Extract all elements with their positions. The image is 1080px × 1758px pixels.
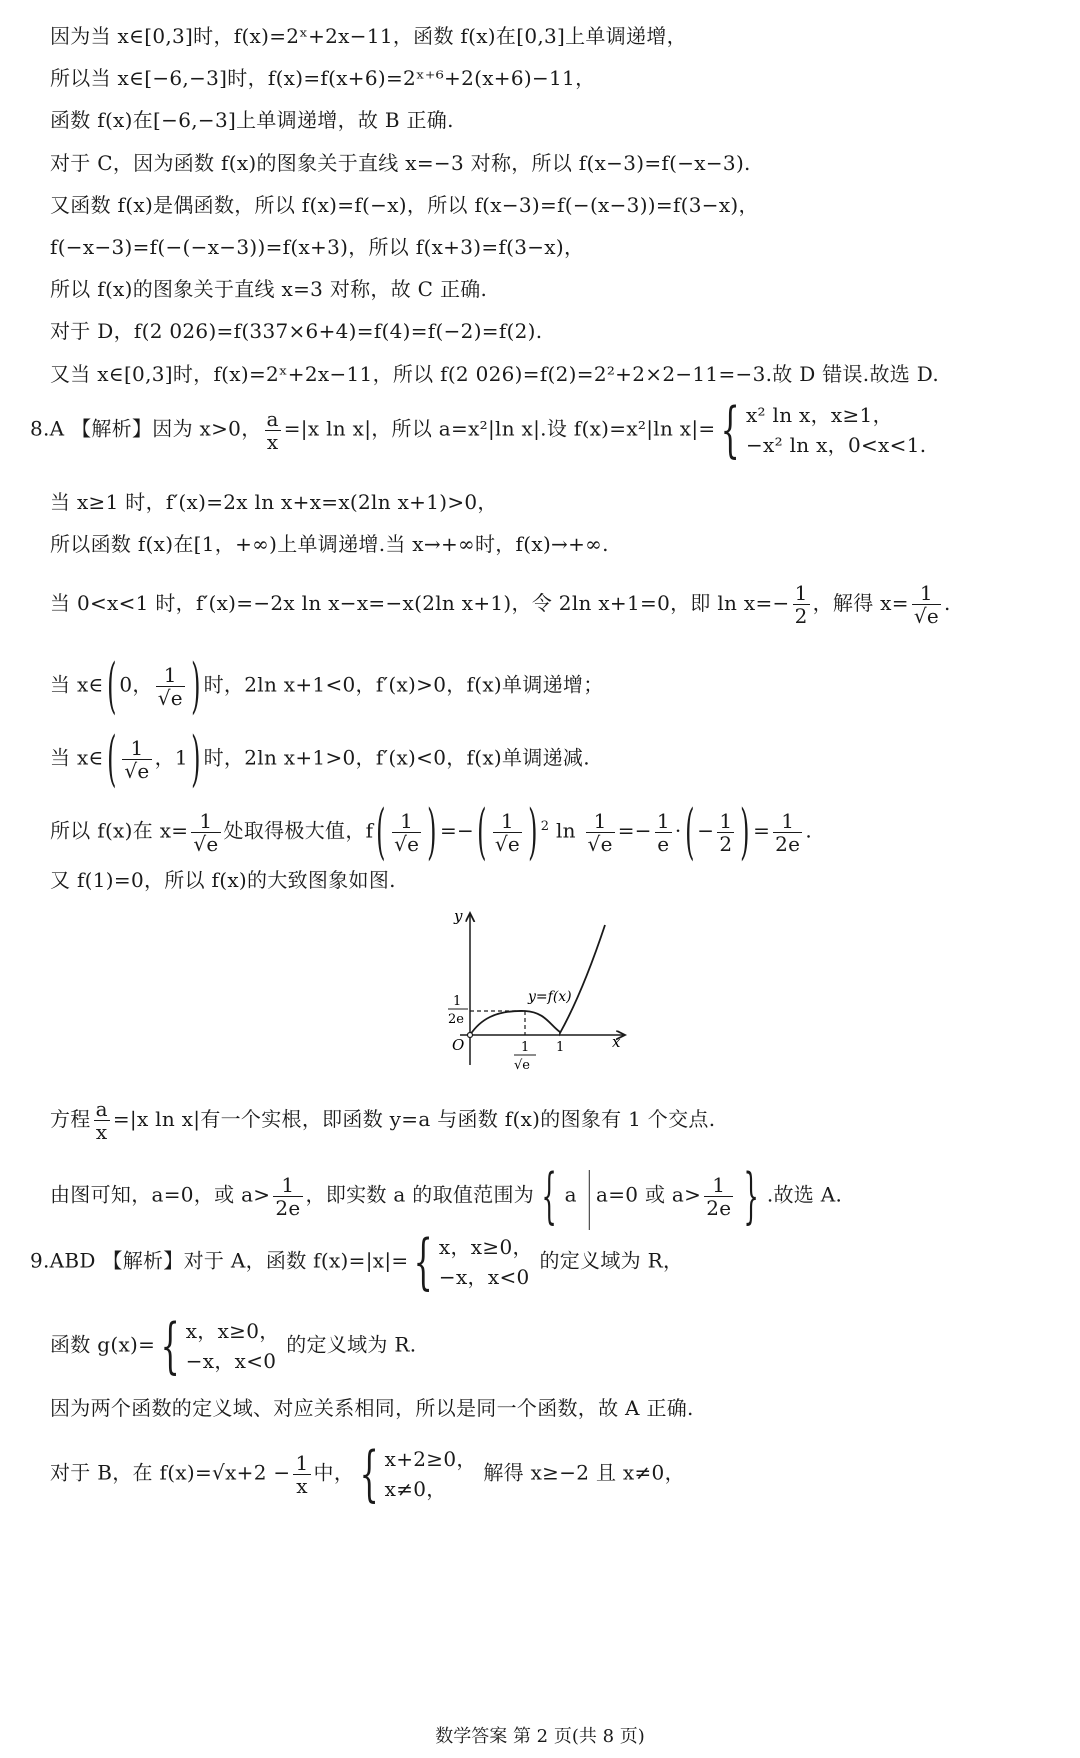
y-tick-num: 1 bbox=[453, 994, 462, 1009]
text-line: 所以函数 f(x)在[1，+∞)上单调递增.当 x→+∞时，f(x)→+∞. bbox=[50, 532, 609, 556]
y-tick-den: 2e bbox=[448, 1012, 464, 1027]
page-footer: 数学答案 第 2 页(共 8 页) bbox=[435, 1726, 645, 1747]
fraction: $\frac{1}{√e}$ bbox=[124, 735, 150, 783]
q8-rest-text: =|x ln x|，所以 a=x²|ln x|.设 f(x)=x²|ln x|= bbox=[283, 416, 716, 441]
x-axis-label: x bbox=[612, 1033, 621, 1051]
function-graph-figure bbox=[440, 905, 640, 1075]
y-axis-label: y bbox=[454, 907, 463, 925]
text-line: 所以 f(x)在 x= $\frac{1}{√e}$ 处取得极大值，f( $\frac{1}{√e}$ ) =−( $\frac{1}{√e}$ ) $^2$ ln $\frac{1}{√e}$ =− $\frac{1}{e}$ ·( − $\frac{1}{2}$ ) = $\frac{1}{2e}$ . bbox=[50, 797, 812, 867]
x-tick-den: √e bbox=[514, 1058, 530, 1073]
text-line: 当 0<x<1 时，f′(x)=−2x ln x−x=−x(2ln x+1)，令 2ln x+1=0，即 ln x=− $\frac{1}{2}$ ，解得 x= $\frac{1}{√e}$ . bbox=[50, 581, 951, 628]
fraction: $\frac{1}{2}$ bbox=[794, 581, 808, 628]
text-line: 又函数 f(x)是偶函数，所以 f(x)=f(−x)，所以 f(x−3)=f(−(x−3))=f(3−x)， bbox=[50, 193, 759, 217]
text-line: 当 x∈( $\frac{1}{√e}$ ，1) 时，2ln x+1>0，f′(x)<0，f(x)单调递减. bbox=[50, 724, 590, 794]
text-line: 对于 D，f(2 026)=f(337×6+4)=f(4)=f(−2)=f(2). bbox=[50, 319, 543, 343]
piecewise-cases: x² ln x，x≥1， −x² ln x，0<x<1. bbox=[745, 403, 927, 457]
curve bbox=[470, 925, 605, 1035]
x-tick-num: 1 bbox=[521, 1040, 530, 1055]
text-line: 又当 x∈[0,3]时，f(x)=2ˣ+2x−11，所以 f(2 026)=f(2)=2²+2×2−11=−3.故 D 错误.故选 D. bbox=[50, 362, 939, 386]
text-line: 对于 B，在 f(x)=√x+2 − $\frac{1}{x}$ 中，{ x+2≥0， x≠0， 解得 x≥−2 且 x≠0， bbox=[50, 1439, 685, 1509]
text-line: f(−x−3)=f(−(−x−3))=f(x+3)，所以 f(x+3)=f(3−x)， bbox=[50, 235, 585, 259]
text-line: 所以 f(x)的图象关于直线 x=3 对称，故 C 正确. bbox=[50, 277, 488, 301]
left-brace: { bbox=[721, 395, 741, 465]
origin-label: O bbox=[452, 1036, 465, 1054]
text-line: 因为当 x∈[0,3]时，f(x)=2ˣ+2x−11，函数 f(x)在[0,3]上单调递增， bbox=[50, 24, 687, 48]
text-line: 当 x≥1 时，f′(x)=2x ln x+x=x(2ln x+1)>0， bbox=[50, 490, 498, 514]
text-line: 函数 f(x)在[−6,−3]上单调递增，故 B 正确. bbox=[50, 108, 454, 132]
origin-point bbox=[468, 1033, 473, 1038]
fraction: $\frac{1}{√e}$ bbox=[157, 662, 183, 710]
fraction: $\frac{a}{x}$ bbox=[266, 406, 279, 454]
text-line: 函数 g(x)={ x，x≥0， −x，x<0 的定义域为 R. bbox=[50, 1311, 417, 1381]
q8-head-text: 8.A 【解析】因为 x>0， bbox=[30, 416, 262, 441]
text-line: 又 f(1)=0，所以 f(x)的大致图象如图. bbox=[50, 868, 396, 892]
question-9-header: 9.ABD 【解析】对于 A，函数 f(x)=|x|={ x，x≥0， −x，x<0 的定义域为 R， bbox=[30, 1227, 684, 1297]
text-line: 对于 C，因为函数 f(x)的图象关于直线 x=−3 对称，所以 f(x−3)=f(−x−3). bbox=[50, 151, 751, 175]
curve-label: y=f(x) bbox=[528, 989, 572, 1005]
text-line: 由图可知，a=0，或 a> $\frac{1}{2e}$ ，即实数 a 的取值范围为 { a | a=0 或 a> $\frac{1}{2e}$ } .故选 A. bbox=[50, 1161, 843, 1231]
x-tick-one: 1 bbox=[556, 1040, 565, 1055]
text-line: 当 x∈( 0， $\frac{1}{√e}$ ) 时，2ln x+1<0，f′(x)>0，f(x)单调递增； bbox=[50, 651, 604, 721]
text-line: 所以当 x∈[−6,−3]时，f(x)=f(x+6)=2ˣ⁺⁶+2(x+6)−11， bbox=[50, 66, 596, 90]
fraction: $\frac{1}{√e}$ bbox=[913, 581, 940, 628]
text-line: 方程 $\frac{a}{x}$ =|x ln x|有一个实根，即函数 y=a 与函数 f(x)的图象有 1 个交点. bbox=[50, 1097, 716, 1144]
question-8-header bbox=[30, 395, 927, 465]
text-line: 因为两个函数的定义域、对应关系相同，所以是同一个函数，故 A 正确. bbox=[50, 1396, 694, 1420]
